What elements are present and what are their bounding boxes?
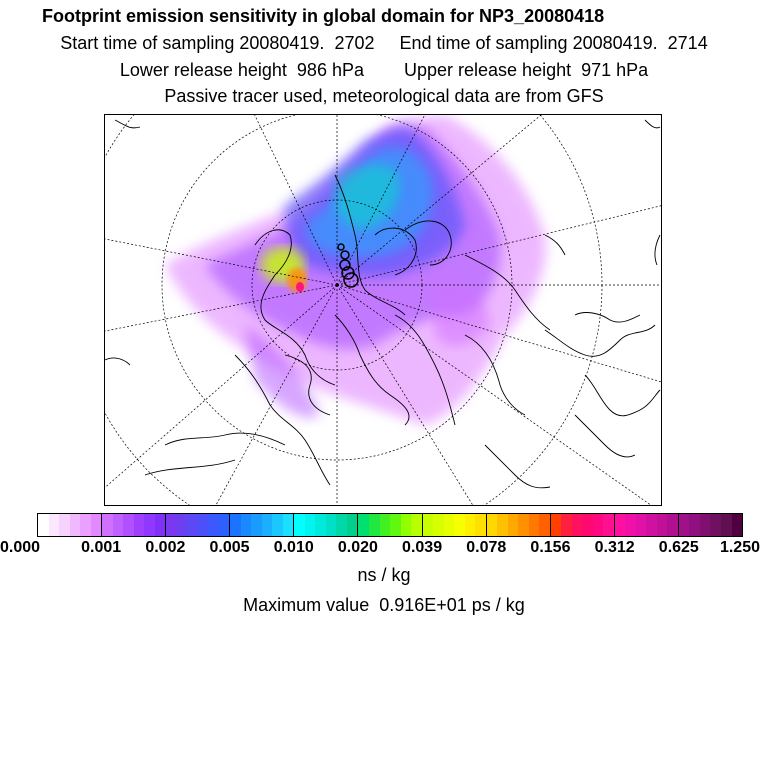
colorbar-swatch <box>315 514 326 536</box>
colorbar <box>37 513 743 537</box>
colorbar-swatch <box>529 514 540 536</box>
sampling-times: Start time of sampling 20080419. 2702 End time of sampling 20080419. 2714 <box>60 33 708 53</box>
colorbar-swatch <box>369 514 380 536</box>
colorbar-swatch <box>657 514 668 536</box>
colorbar-swatch <box>401 514 412 536</box>
colorbar-swatch <box>508 514 519 536</box>
colorbar-swatch <box>433 514 444 536</box>
colorbar-units: ns / kg <box>357 565 411 585</box>
colorbar-swatch <box>625 514 636 536</box>
colorbar-swatch <box>155 514 166 536</box>
colorbar-swatch <box>390 514 401 536</box>
colorbar-swatch <box>219 514 230 536</box>
colorbar-swatch <box>101 514 113 536</box>
colorbar-swatch <box>422 514 434 536</box>
colorbar-swatch <box>229 514 241 536</box>
colorbar-swatch <box>593 514 604 536</box>
colorbar-swatch <box>347 514 358 536</box>
colorbar-swatch <box>561 514 572 536</box>
colorbar-swatch <box>123 514 134 536</box>
colorbar-tick-label: 0.001 <box>81 539 122 556</box>
colorbar-swatch <box>70 514 81 536</box>
colorbar-swatch <box>113 514 124 536</box>
colorbar-tick-label: 0.020 <box>337 539 378 556</box>
colorbar-swatch <box>283 514 294 536</box>
colorbar-swatch <box>678 514 690 536</box>
colorbar-swatch <box>177 514 188 536</box>
colorbar-tick-label: 0.625 <box>658 539 699 556</box>
maximum-value: Maximum value 0.916E+01 ps / kg <box>243 595 525 615</box>
colorbar-swatch <box>305 514 316 536</box>
colorbar-swatch <box>721 514 732 536</box>
colorbar-swatch <box>380 514 391 536</box>
colorbar-swatch <box>144 514 155 536</box>
colorbar-swatch <box>272 514 283 536</box>
colorbar-swatch <box>689 514 700 536</box>
colorbar-swatch <box>603 514 614 536</box>
map-canvas <box>105 115 662 506</box>
colorbar-swatch <box>497 514 508 536</box>
colorbar-swatch <box>91 514 102 536</box>
colorbar-swatch <box>80 514 91 536</box>
colorbar-swatch <box>475 514 486 536</box>
colorbar-tick-label: 0.002 <box>145 539 186 556</box>
sensitivity-field <box>165 115 546 425</box>
colorbar-swatch <box>326 514 337 536</box>
colorbar-swatch <box>550 514 562 536</box>
release-heights: Lower release height 986 hPa Upper release height 971 hPa <box>119 60 649 80</box>
colorbar-swatch <box>293 514 305 536</box>
colorbar-swatch <box>614 514 626 536</box>
colorbar-swatch <box>187 514 198 536</box>
colorbar-tick-label: 0.039 <box>402 539 443 556</box>
colorbar-swatch <box>357 514 369 536</box>
colorbar-swatch <box>208 514 219 536</box>
colorbar-tick-label: 0.078 <box>466 539 507 556</box>
colorbar-swatch <box>710 514 721 536</box>
colorbar-swatch <box>49 514 60 536</box>
colorbar-swatch <box>198 514 209 536</box>
colorbar-tick-label: 1.250 <box>719 539 760 556</box>
plot-title: Footprint emission sensitivity in global domain for NP3_20080418 <box>42 6 605 26</box>
colorbar-swatch <box>539 514 550 536</box>
colorbar-swatch <box>572 514 583 536</box>
colorbar-tick-label: 0.010 <box>273 539 314 556</box>
colorbar-swatch <box>59 514 70 536</box>
colorbar-tick-label: 0.005 <box>209 539 250 556</box>
tracer-note: Passive tracer used, meteorological data are from GFS <box>164 86 604 106</box>
colorbar-swatch <box>38 514 49 536</box>
colorbar-swatch <box>165 514 177 536</box>
colorbar-tick-label: 0.312 <box>594 539 635 556</box>
colorbar-swatch <box>700 514 711 536</box>
colorbar-tick-label: 0.156 <box>530 539 571 556</box>
colorbar-swatch <box>636 514 647 536</box>
colorbar-swatch <box>465 514 476 536</box>
colorbar-swatch <box>444 514 455 536</box>
colorbar-swatch <box>486 514 498 536</box>
polar-map <box>104 114 662 506</box>
colorbar-swatch <box>454 514 465 536</box>
colorbar-swatch <box>582 514 593 536</box>
colorbar-swatch <box>646 514 657 536</box>
colorbar-swatch <box>262 514 273 536</box>
colorbar-swatch <box>411 514 422 536</box>
colorbar-swatch <box>518 514 529 536</box>
colorbar-swatch <box>134 514 145 536</box>
colorbar-swatch <box>241 514 252 536</box>
colorbar-swatch <box>251 514 262 536</box>
colorbar-swatch <box>667 514 678 536</box>
colorbar-swatch <box>336 514 347 536</box>
colorbar-swatch <box>732 514 743 536</box>
colorbar-tick-label: 0.000 <box>0 539 41 556</box>
